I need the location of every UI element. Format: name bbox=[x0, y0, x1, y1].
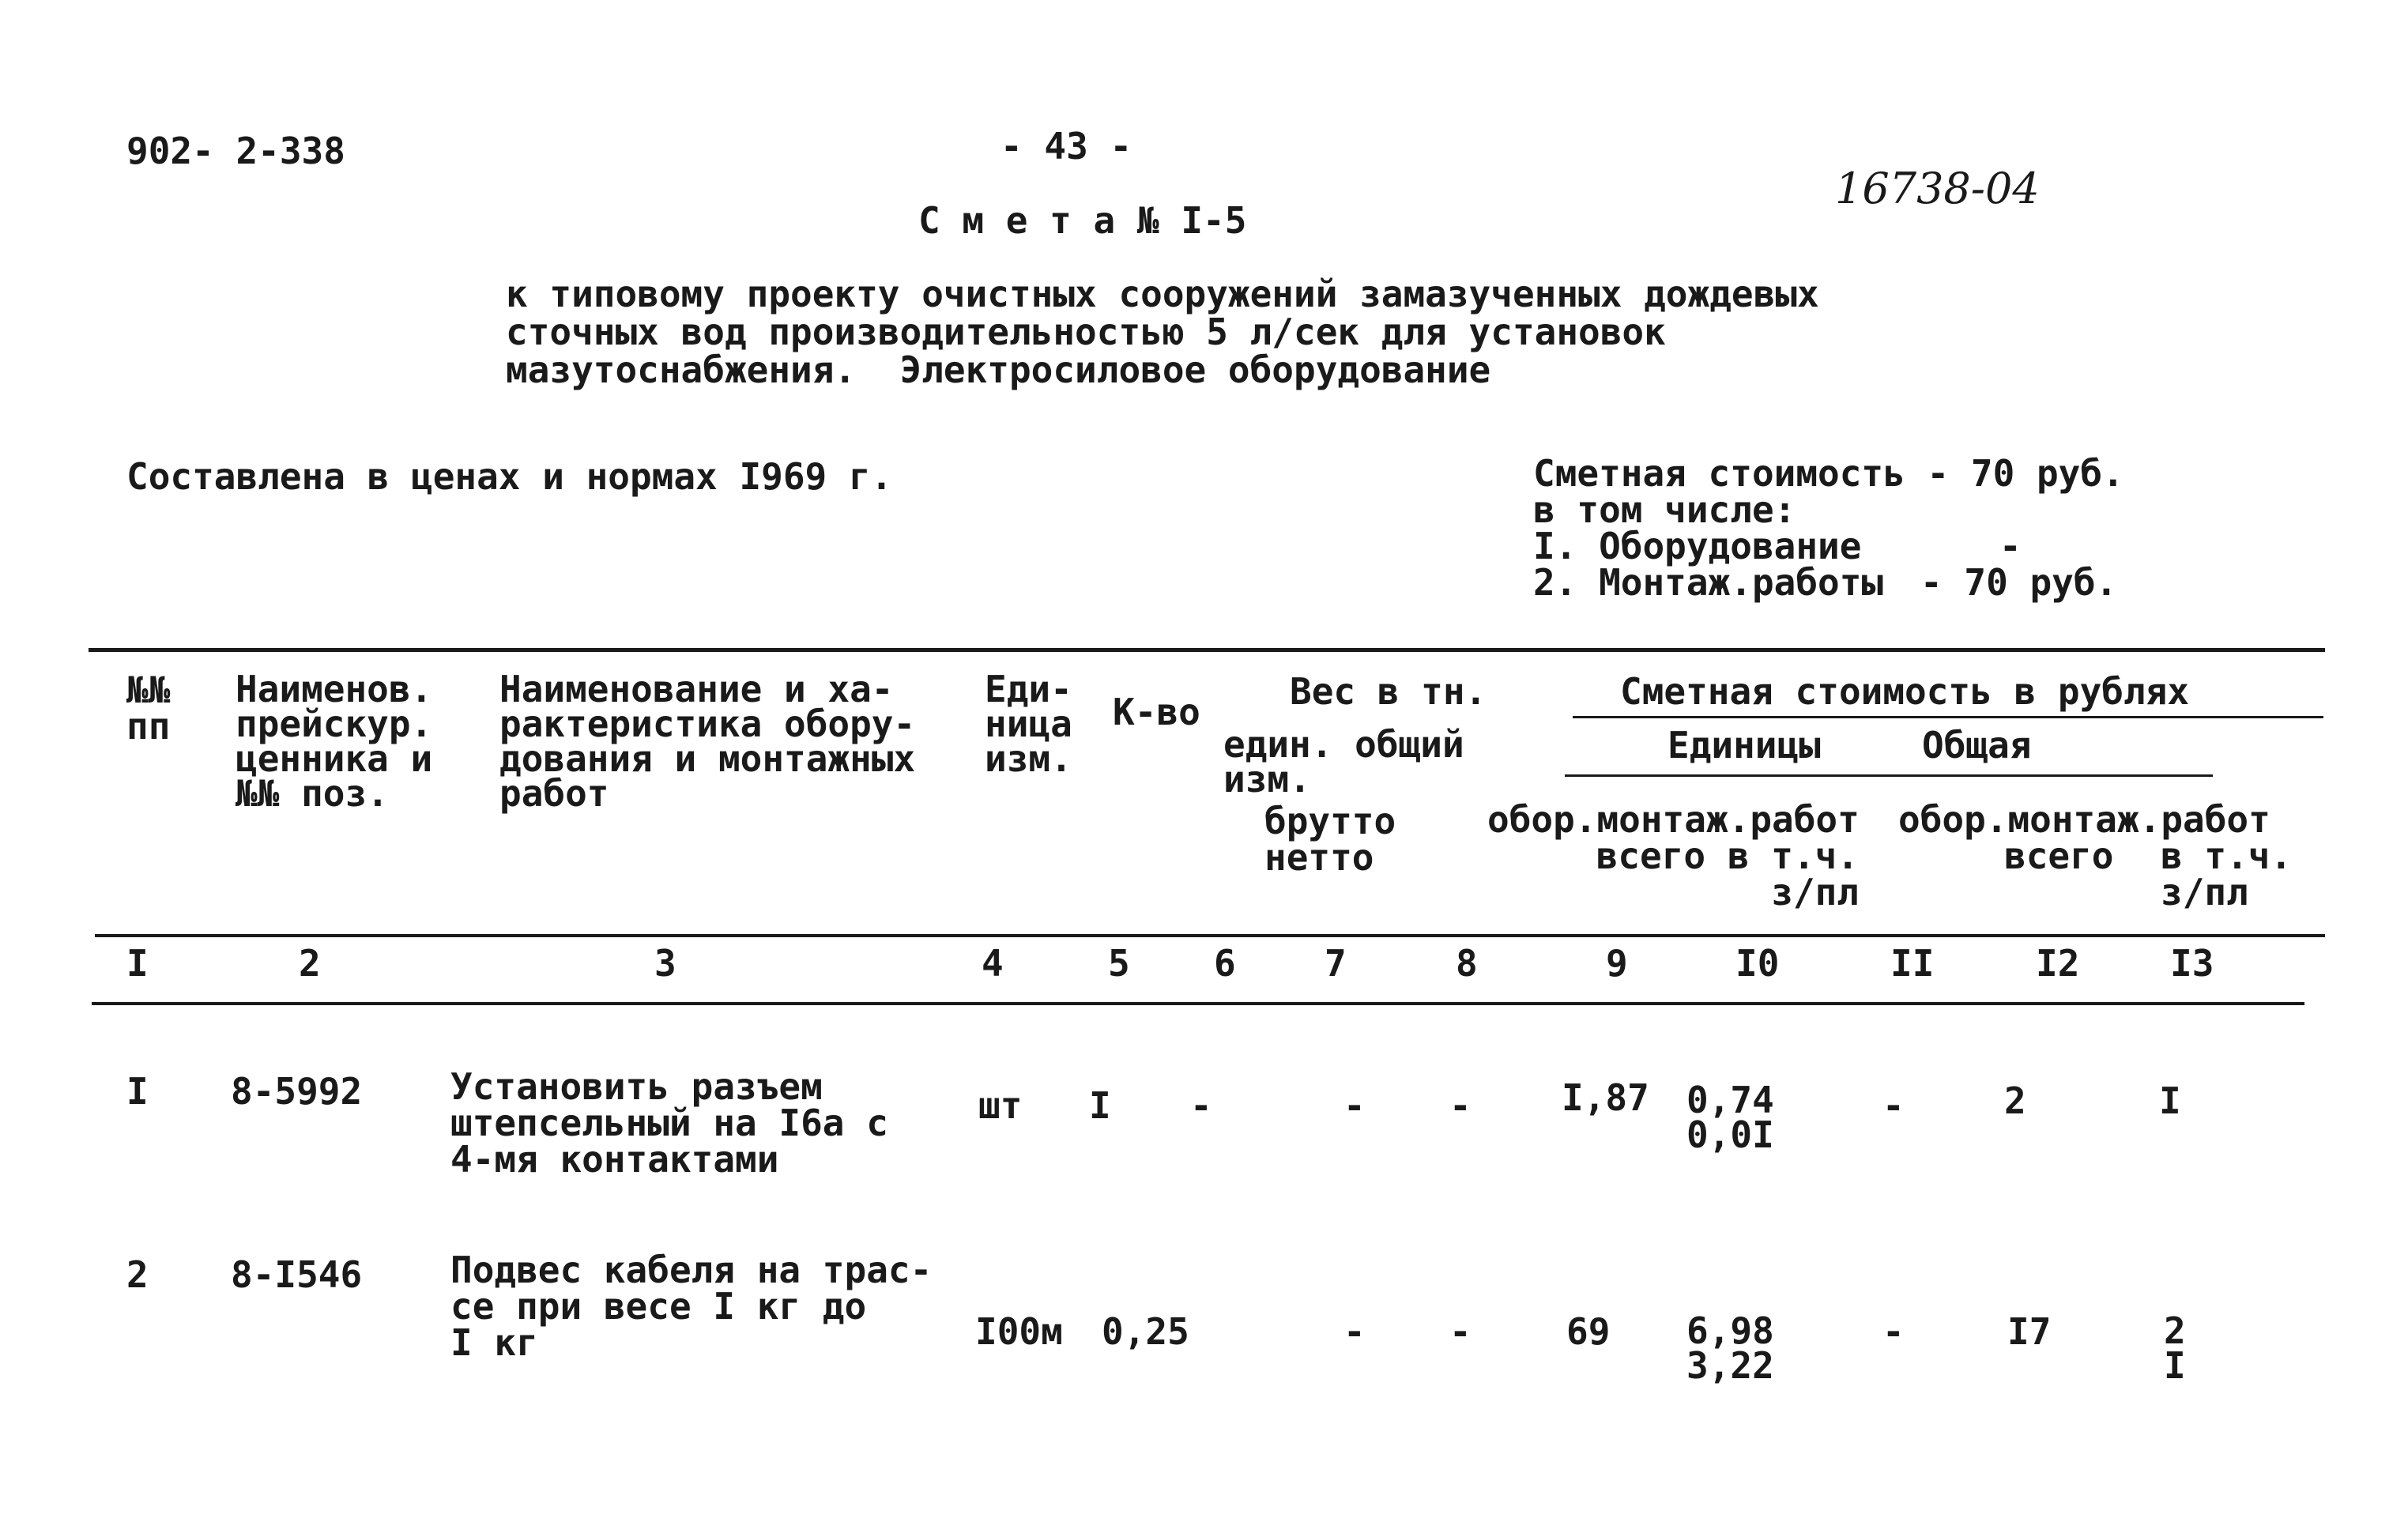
subtitle-line: к типовому проекту очистных сооружений замазученных дождевых bbox=[506, 273, 1819, 315]
header-weight-group: Вес в тн. bbox=[1290, 670, 1487, 713]
row-c12: I7 bbox=[2007, 1310, 2052, 1353]
column-number: I3 bbox=[2170, 942, 2214, 985]
row-qty: 0,25 bbox=[1102, 1310, 1189, 1353]
row-code: 8-5992 bbox=[231, 1070, 363, 1113]
row-c12: 2 bbox=[2004, 1079, 2026, 1122]
header-total-all: всего bbox=[2004, 834, 2114, 877]
cost-equipment-label: I. Оборудование bbox=[1533, 525, 1862, 567]
cost-installation-label: 2. Монтаж.работы bbox=[1533, 561, 1884, 604]
column-number: 5 bbox=[1108, 942, 1130, 985]
row-qty: I bbox=[1089, 1084, 1111, 1127]
header-bottom-rule bbox=[95, 934, 2325, 937]
row-c8: - bbox=[1449, 1310, 1472, 1353]
header-weight-sub: един. общий изм. bbox=[1223, 723, 1464, 801]
prices-note: Составлена в ценах и нормах I969 г. bbox=[126, 455, 893, 498]
column-number: 2 bbox=[299, 942, 321, 985]
page-number: - 43 - bbox=[1001, 125, 1132, 168]
header-col5: К-во bbox=[1113, 691, 1200, 733]
cost-group-rule bbox=[1573, 716, 2323, 718]
row-c6: - bbox=[1190, 1084, 1212, 1127]
column-number: I2 bbox=[2036, 942, 2080, 985]
column-numbers-rule bbox=[92, 1002, 2304, 1005]
cost-installation-value: - 70 руб. bbox=[1920, 561, 2118, 604]
column-number: 9 bbox=[1606, 942, 1628, 985]
row-unit: шт bbox=[978, 1084, 1023, 1127]
row-number: I bbox=[126, 1070, 149, 1113]
subtitle-line: сточных вод производительностью 5 л/сек для установок bbox=[506, 311, 1666, 353]
header-col4: Еди- ница изм. bbox=[985, 668, 1072, 780]
header-total-group: Общая bbox=[1922, 724, 2032, 767]
header-total-cols: обор.монтаж.работ bbox=[1898, 798, 2270, 841]
row-c7: - bbox=[1343, 1310, 1366, 1353]
column-number: I bbox=[126, 942, 149, 985]
column-number: 4 bbox=[982, 942, 1004, 985]
cost-equipment-value: - bbox=[1999, 525, 2022, 567]
document-title: С м е т а № I-5 bbox=[918, 199, 1247, 242]
cost-including: в том числе: bbox=[1533, 488, 1796, 531]
header-unit-cols: обор.монтаж.работ всего в т.ч. з/пл bbox=[1487, 798, 1860, 914]
document-subtitle bbox=[506, 275, 1819, 389]
row-c7: - bbox=[1343, 1084, 1366, 1127]
row-unit: I00м bbox=[975, 1310, 1063, 1353]
header-total-wage: в т.ч. з/пл bbox=[2161, 834, 2293, 914]
column-number: 7 bbox=[1325, 942, 1347, 985]
header-weight-sub2: брутто нетто bbox=[1264, 800, 1396, 879]
header-col3: Наименование и ха- рактеристика обору- дования и монтажных работ bbox=[499, 668, 916, 815]
column-number: 6 bbox=[1214, 942, 1236, 985]
row-code: 8-I546 bbox=[231, 1253, 363, 1296]
row-c11: - bbox=[1882, 1310, 1905, 1353]
row-c10: 6,98 3,22 bbox=[1686, 1309, 1774, 1387]
subtitle-line: мазутоснабжения. Электросиловое оборудование bbox=[506, 348, 1491, 391]
column-number: I0 bbox=[1735, 942, 1780, 985]
row-number: 2 bbox=[126, 1253, 149, 1296]
row-name: Подвес кабеля на трас- се при весе I кг до I кг bbox=[450, 1249, 933, 1364]
column-number: II bbox=[1890, 942, 1935, 985]
header-col1: №№ пп bbox=[126, 669, 171, 748]
cost-total: Сметная стоимость - 70 руб. bbox=[1533, 452, 2124, 495]
unit-subgroup-rule bbox=[1565, 774, 2213, 777]
header-unit-group: Единицы bbox=[1668, 724, 1821, 767]
row-c8: - bbox=[1449, 1084, 1472, 1127]
row-c11: - bbox=[1882, 1084, 1905, 1127]
column-number: 8 bbox=[1456, 942, 1478, 985]
column-number: 3 bbox=[654, 942, 676, 985]
row-c13: I bbox=[2159, 1079, 2181, 1122]
header-cost-group: Сметная стоимость в рублях bbox=[1620, 670, 2190, 713]
table-top-rule bbox=[89, 648, 2325, 652]
row-c10: 0,74 0,0I bbox=[1686, 1079, 1774, 1156]
row-c13: 2 I bbox=[2164, 1309, 2186, 1387]
document-code: 902- 2-338 bbox=[126, 130, 345, 172]
row-c9: 69 bbox=[1566, 1310, 1611, 1353]
row-name: Установить разъем штепсельный на I6а с 4-мя контактами bbox=[450, 1065, 888, 1181]
row-c9: I,87 bbox=[1562, 1076, 1649, 1119]
header-col2: Наименов. прейскур. ценника и №№ поз. bbox=[236, 668, 433, 815]
handwritten-number: 16738-04 bbox=[1835, 164, 2040, 213]
